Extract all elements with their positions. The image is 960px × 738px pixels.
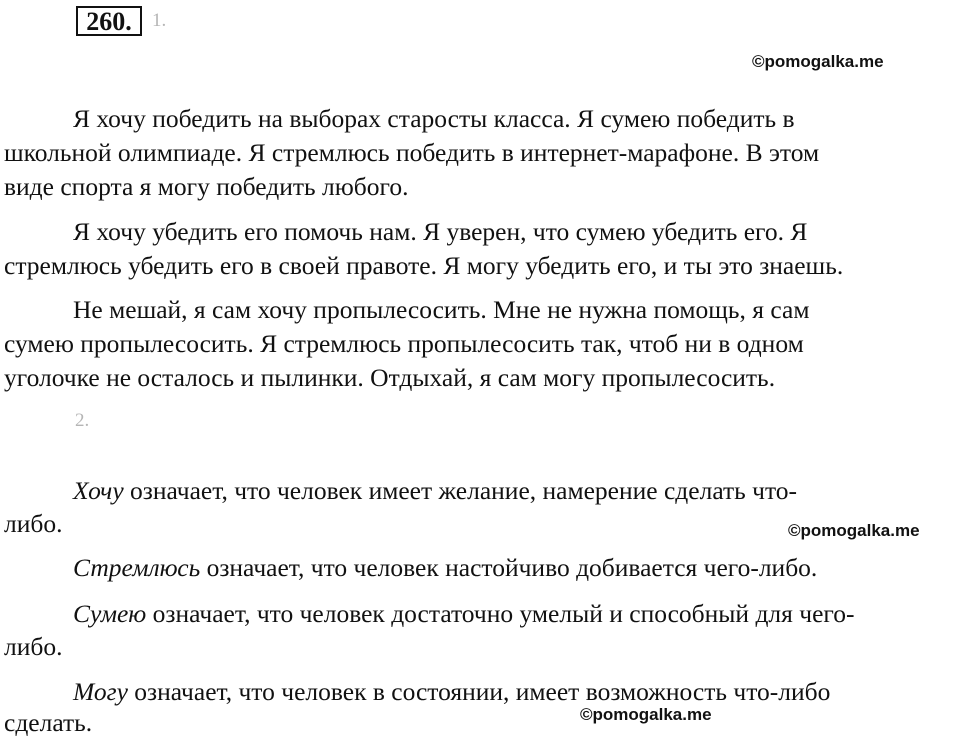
p2-line-1: Я хочу убедить его помочь нам. Я уверен, что сумею убедить его. Я xyxy=(73,217,808,246)
watermark-top: ©pomogalka.me xyxy=(752,52,884,71)
definition-word: Могу xyxy=(73,677,128,706)
definition-word: Стремлюсь xyxy=(73,553,201,582)
definition-word: Хочу xyxy=(73,476,124,505)
p3-line-2: сумею пропылесосить. Я стремлюсь пропылесосить так, чтоб ни в одном xyxy=(4,329,804,358)
p2-line-2: стремлюсь убедить его в своей правоте. Я могу убедить его, и ты это знаешь. xyxy=(4,251,844,280)
definition-able-line-1: Сумею означает, что человек достаточно умелый и способный для чего- xyxy=(73,599,855,628)
p1-line-3: виде спорта я могу победить любого. xyxy=(4,172,409,201)
definition-word: Сумею xyxy=(73,599,147,628)
definition-want-line-1: Хочу означает, что человек имеет желание, намерение сделать что- xyxy=(73,476,797,505)
definition-able-line-2: либо. xyxy=(4,632,63,661)
part-1-label: 1. xyxy=(152,10,167,31)
definition-can-line-2: сделать. xyxy=(4,708,93,737)
part-2-label: 2. xyxy=(75,410,90,431)
p3-line-3: уголочке не осталось и пылинки. Отдыхай, я сам могу пропылесосить. xyxy=(4,363,776,392)
p3-line-1: Не мешай, я сам хочу пропылесосить. Мне не нужна помощь, я сам xyxy=(73,295,810,324)
definition-want-line-2: либо. xyxy=(4,509,63,538)
definition-can-line-1: Могу означает, что человек в состоянии, имеет возможность что-либо xyxy=(73,677,831,706)
p1-line-2: школьной олимпиаде. Я стремлюсь победить в интернет-марафоне. В этом xyxy=(4,138,820,167)
exercise-number: 260. xyxy=(76,6,142,36)
p1-line-1: Я хочу победить на выборах старосты класса. Я сумею победить в xyxy=(73,104,795,133)
watermark-bottom: ©pomogalka.me xyxy=(580,705,712,724)
watermark-middle: ©pomogalka.me xyxy=(788,521,920,540)
definition-strive-line-1: Стремлюсь означает, что человек настойчиво добивается чего-либо. xyxy=(73,553,818,582)
